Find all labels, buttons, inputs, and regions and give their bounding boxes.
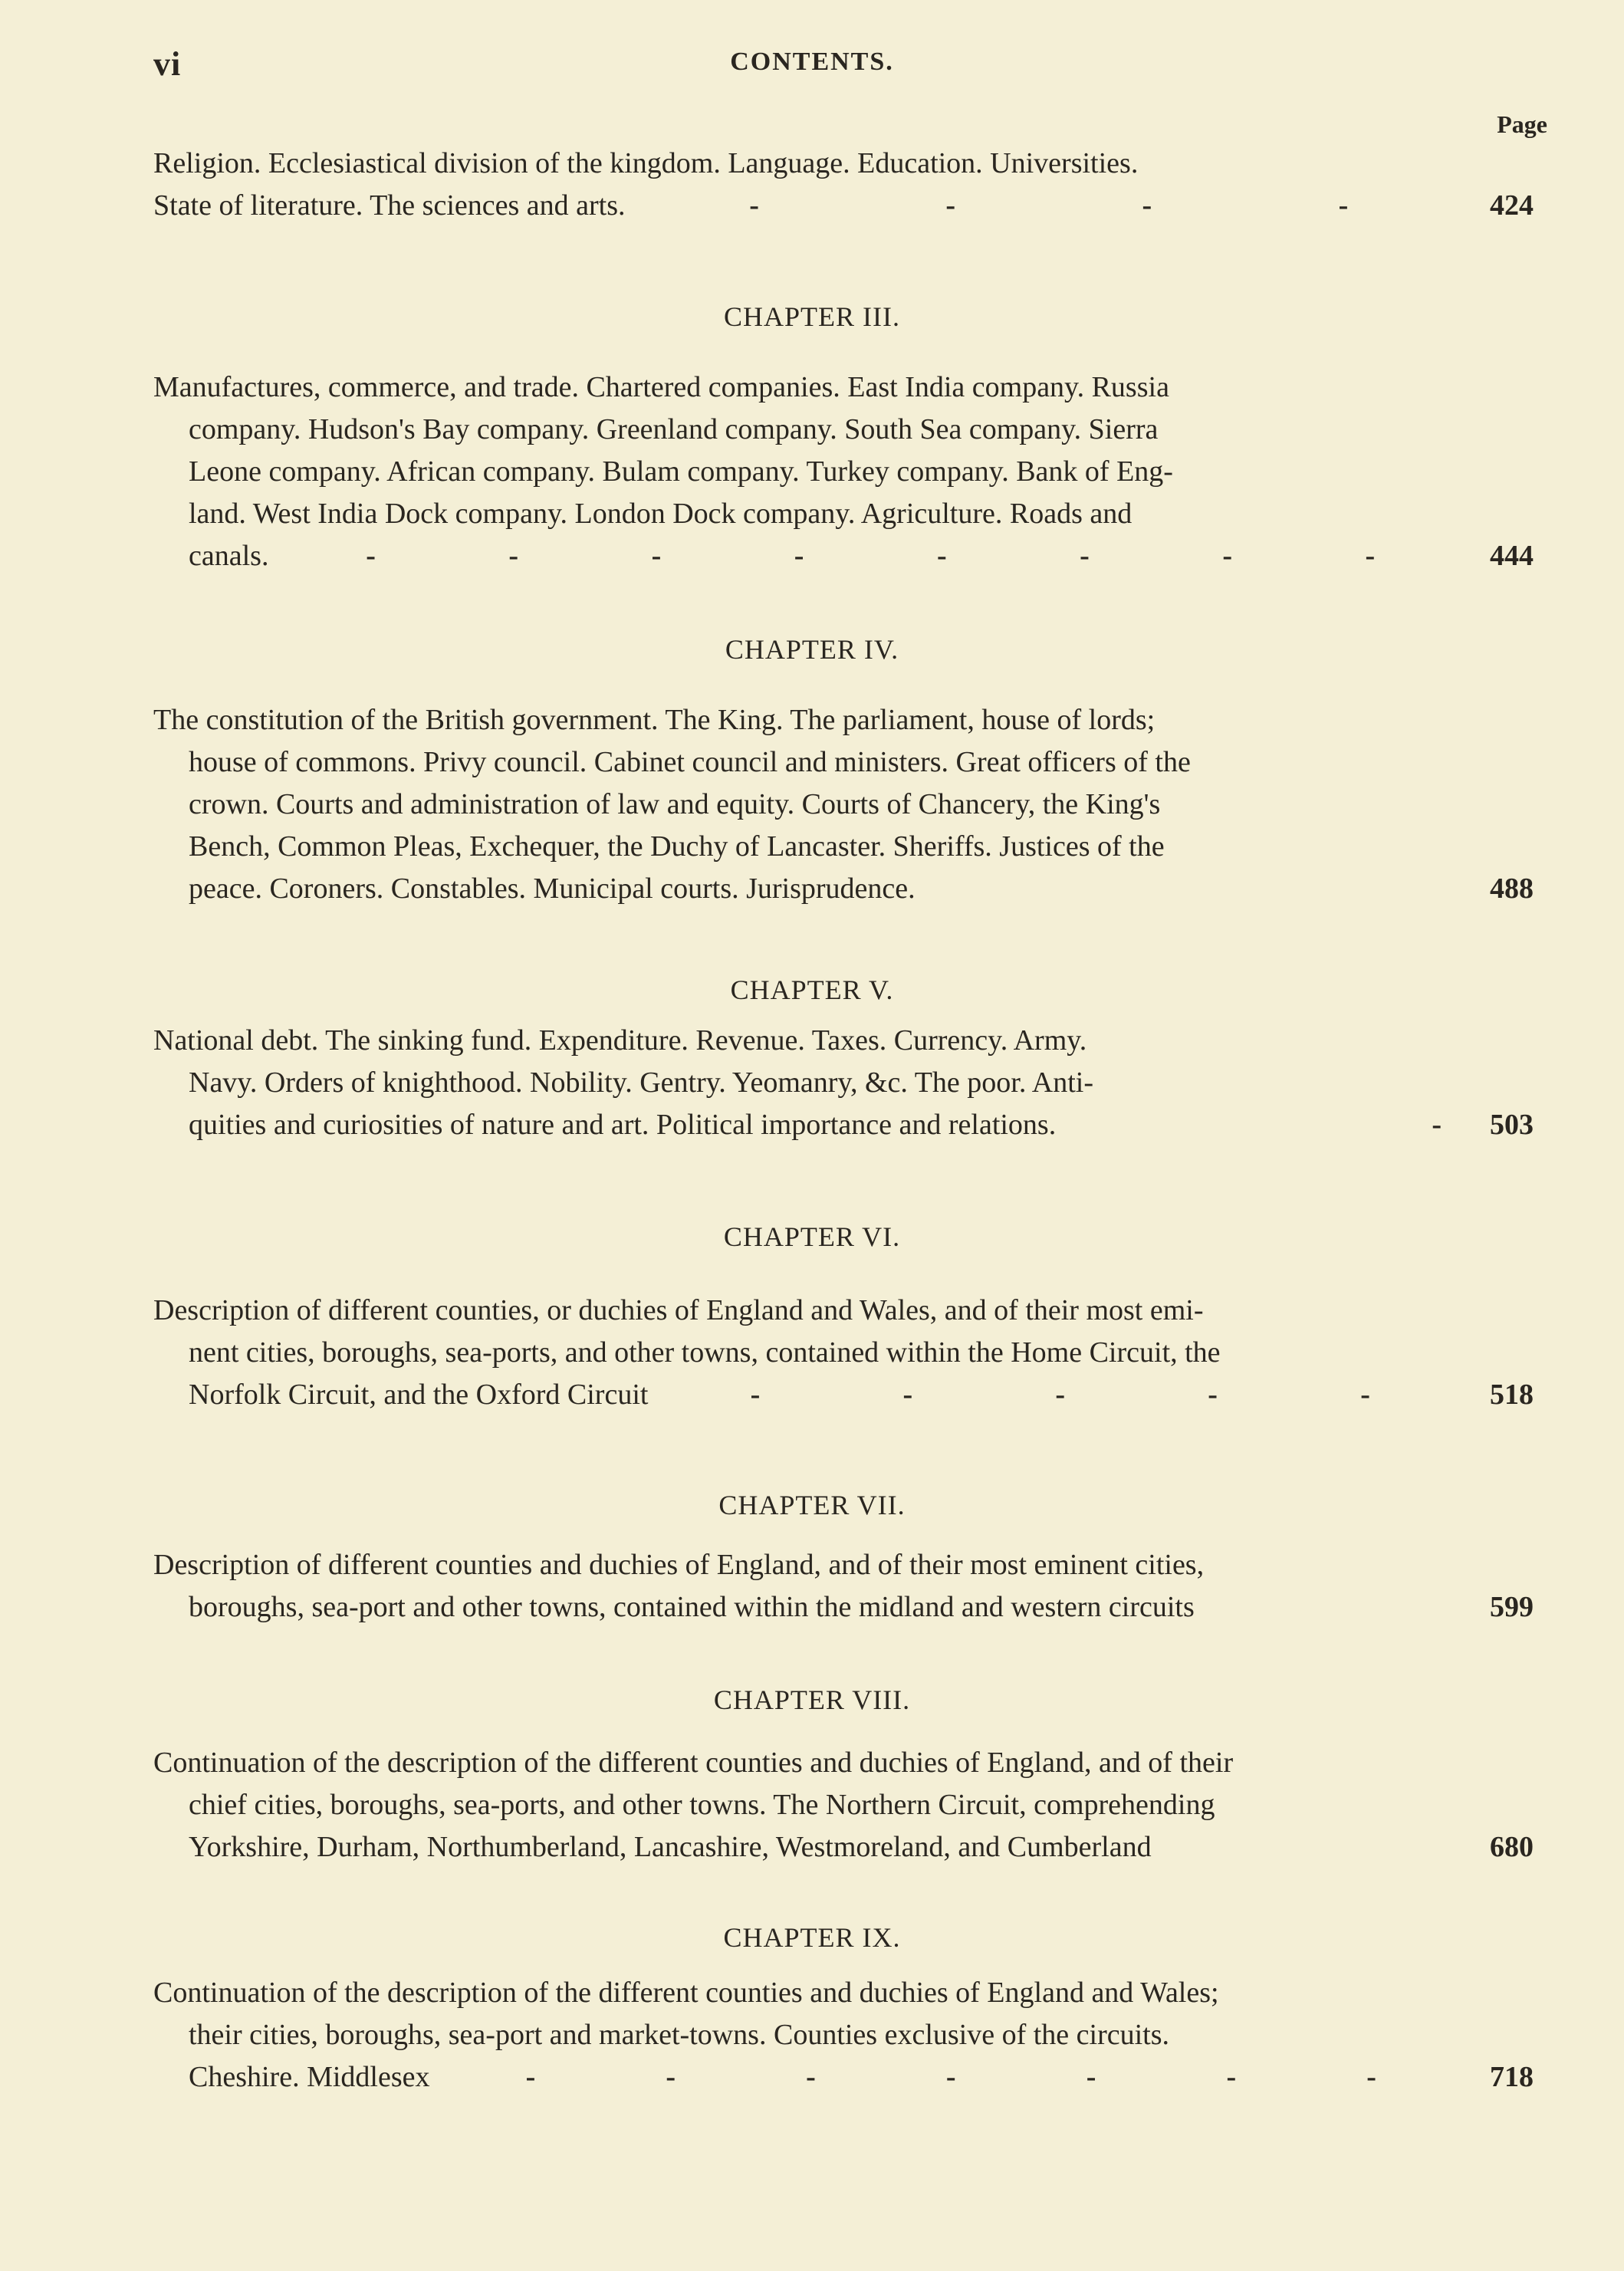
page-number: 599 <box>1490 1591 1534 1623</box>
toc-entry-chapter-iv <box>153 699 1534 910</box>
toc-entry-chapter-vii <box>153 1544 1534 1628</box>
entry-line-text: State of literature. The sciences and arts. <box>153 189 626 222</box>
entry-line: Navy. Orders of knighthood. Nobility. Gentry. Yeomanry, &c. The poor. Anti- <box>189 1066 1093 1099</box>
chapter-heading-ix: CHAPTER IX. <box>723 1922 901 1953</box>
chapter-heading-iii: CHAPTER III. <box>724 301 900 332</box>
entry-line-text: quities and curiosities of nature and art. Political importance and relations. <box>189 1109 1057 1141</box>
dot-leaders: - - - - - - - <box>525 2061 1376 2093</box>
entry-line: Bench, Common Pleas, Exchequer, the Duchy of Lancaster. Sheriffs. Justices of the <box>189 830 1165 863</box>
entry-last-line <box>153 185 1534 227</box>
entry-line: Description of different counties, or duchies of England and Wales, and of their most emi- <box>153 1294 1204 1326</box>
entry-line: company. Hudson's Bay company. Greenland company. South Sea company. Sierra <box>189 413 1159 445</box>
toc-entry-chapter-viii <box>153 1742 1534 1868</box>
running-head: CONTENTS. <box>730 48 894 76</box>
chapter-heading-v: CHAPTER V. <box>730 974 894 1005</box>
chapter-heading-vi: CHAPTER VI. <box>723 1221 901 1252</box>
dot-leaders: - <box>1432 1109 1442 1141</box>
entry-last-line <box>153 868 1534 910</box>
page-number: 518 <box>1490 1379 1534 1411</box>
entry-last-line <box>153 1826 1534 1868</box>
toc-entry-chapter-ix <box>153 1972 1534 2098</box>
page-number: 488 <box>1490 873 1534 905</box>
entry-line: crown. Courts and administration of law and equity. Courts of Chancery, the King's <box>189 788 1161 820</box>
entry-line-text: Yorkshire, Durham, Northumberland, Lancashire, Westmoreland, and Cumberland <box>189 1831 1152 1863</box>
entry-last-line <box>153 1586 1534 1628</box>
page-number: 503 <box>1490 1109 1534 1141</box>
entry-line: National debt. The sinking fund. Expenditure. Revenue. Taxes. Currency. Army. <box>153 1024 1087 1057</box>
entry-last-line <box>153 535 1534 577</box>
entry-line: land. West India Dock company. London Dock company. Agriculture. Roads and <box>189 498 1133 530</box>
folio-number: vi <box>153 45 182 83</box>
entry-line-text: peace. Coroners. Constables. Municipal courts. Jurisprudence. <box>189 873 916 905</box>
entry-line: nent cities, boroughs, sea-ports, and other towns, contained within the Home Circuit, the <box>189 1336 1221 1369</box>
page-number: 718 <box>1490 2061 1534 2093</box>
entry-line: Religion. Ecclesiastical division of the kingdom. Language. Education. Universities. <box>153 147 1139 179</box>
page-number: 680 <box>1490 1831 1534 1863</box>
dot-leaders: - - - - - <box>750 1379 1370 1411</box>
page-number: 444 <box>1490 540 1534 572</box>
entry-last-line <box>153 2056 1534 2098</box>
entry-line: Continuation of the description of the different counties and duchies of England, and of their <box>153 1747 1234 1779</box>
page-number: 424 <box>1490 189 1534 222</box>
toc-entry-chapter-iii <box>153 366 1534 577</box>
entry-line: Description of different counties and duchies of England, and of their most eminent cities, <box>153 1549 1205 1581</box>
page-column-label: Page <box>1497 110 1547 138</box>
entry-line-text: Cheshire. Middlesex <box>189 2061 430 2093</box>
entry-line: chief cities, boroughs, sea-ports, and other towns. The Northern Circuit, comprehending <box>189 1789 1215 1821</box>
entry-line-text: boroughs, sea-port and other towns, contained within the midland and western circuits <box>189 1591 1195 1623</box>
entry-line: Continuation of the description of the different counties and duchies of England and Wales; <box>153 1977 1219 2009</box>
dot-leaders: - - - - - - - - <box>366 540 1376 572</box>
toc-entry-chapter-vi <box>153 1290 1534 1416</box>
entry-line: Leone company. African company. Bulam company. Turkey company. Bank of Eng- <box>189 455 1173 488</box>
chapter-heading-vii: CHAPTER VII. <box>718 1490 906 1520</box>
entry-last-line <box>153 1374 1534 1416</box>
toc-entry-religion <box>153 143 1534 227</box>
dot-leaders: - - - - <box>749 189 1349 222</box>
entry-line-text: Norfolk Circuit, and the Oxford Circuit <box>189 1379 649 1411</box>
entry-last-line <box>153 1104 1534 1146</box>
chapter-heading-viii: CHAPTER VIII. <box>713 1684 911 1715</box>
entry-line: The constitution of the British government. The King. The parliament, house of lords; <box>153 704 1156 736</box>
entry-line: Manufactures, commerce, and trade. Chartered companies. East India company. Russia <box>153 371 1169 403</box>
entry-line-text: canals. <box>189 540 269 572</box>
chapter-heading-iv: CHAPTER IV. <box>725 634 899 665</box>
entry-line: their cities, boroughs, sea-port and market-towns. Counties exclusive of the circuits. <box>189 2019 1170 2051</box>
entry-line: house of commons. Privy council. Cabinet council and ministers. Great officers of the <box>189 746 1191 778</box>
toc-entry-chapter-v <box>153 1020 1534 1146</box>
